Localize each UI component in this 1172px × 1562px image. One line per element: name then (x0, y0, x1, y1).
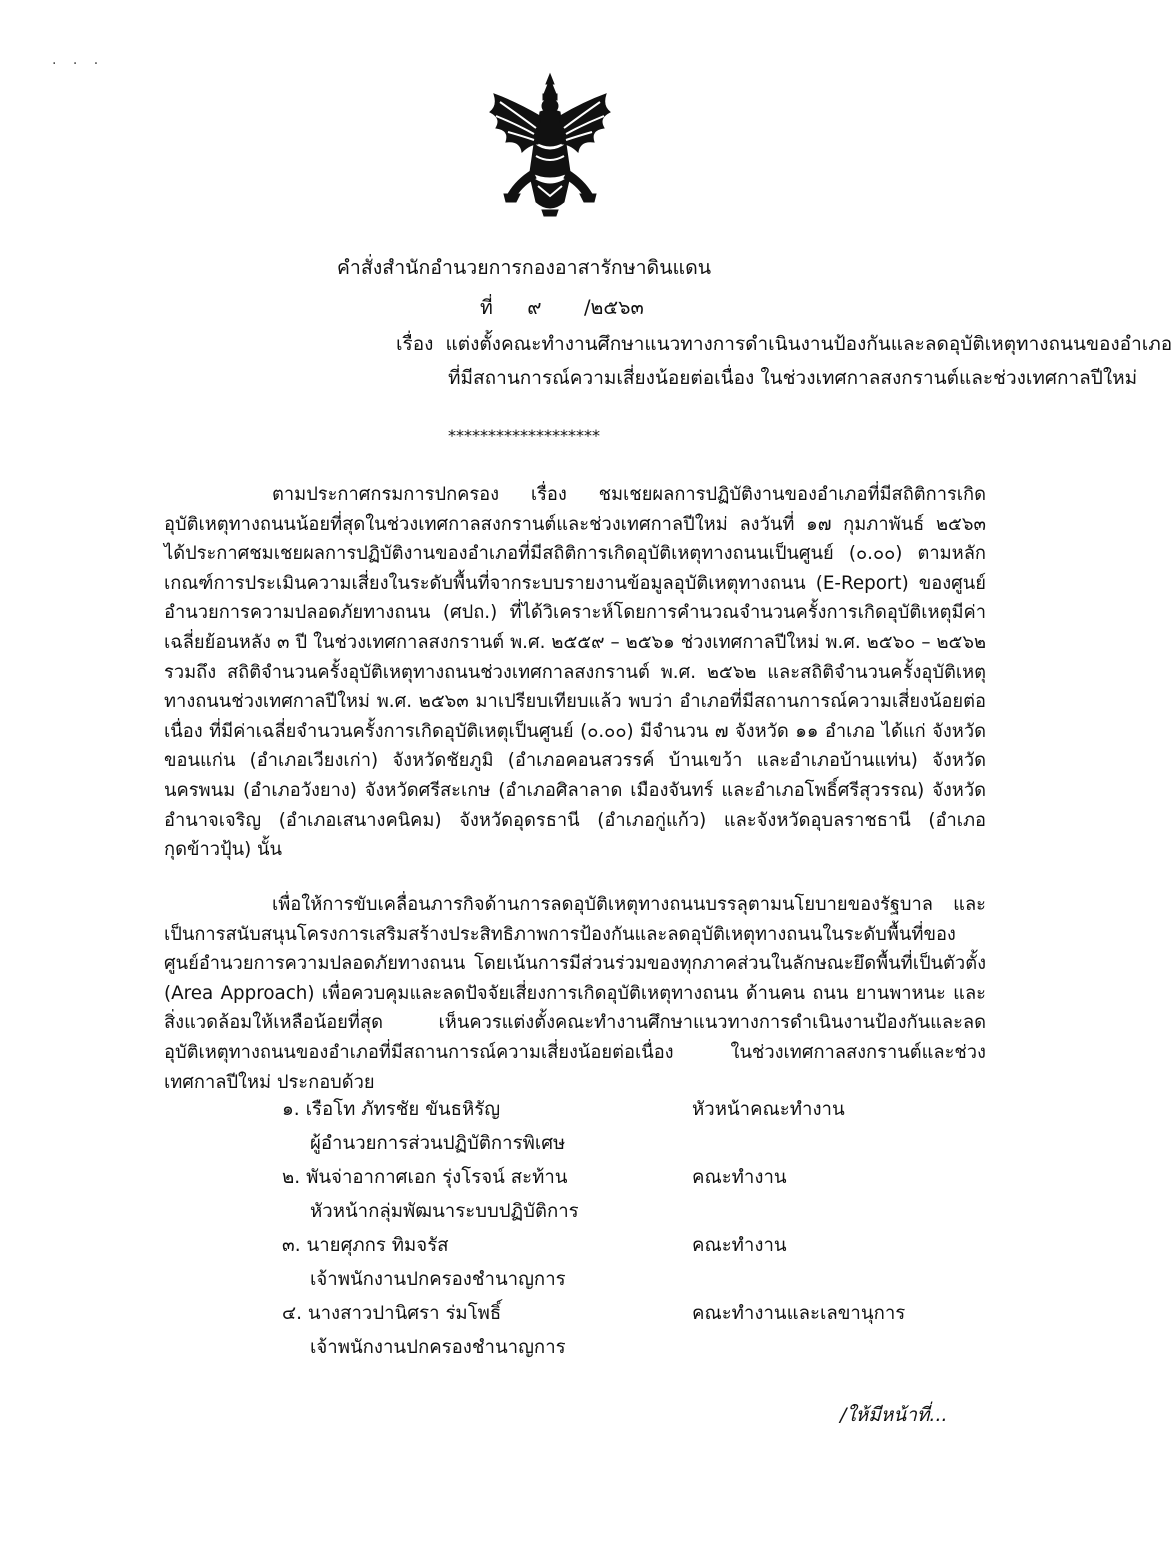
continuation-note: /ให้มีหน้าที่... (840, 1404, 948, 1426)
order-year: /๒๕๖๓ (583, 296, 644, 319)
subject-line-1 (396, 330, 1172, 358)
paragraph-2-text: เพื่อให้การขับเคลื่อนภารกิจด้านการลดอุบัติเหตุทางถนนบรรลุตามนโยบายของรัฐบาล และเป็นการสนับสนุนโครงการเสริมสร้างประสิทธิภาพการป้องกันและลดอุบัติเหตุทางถนนในระดับพื้นที่ของศูนย์อำนวยการความปลอดภัยทางถนน โดยเน้นการมีส่วนร่วมของทุกภาคส่วนในลักษณะยึดพื้นที่เป็นตัวตั้ง (Area Approach) เพื่อควบคุมและลดปัจจัยเสี่ยงการเกิดอุบัติเหตุทางถนน ด้านคน ถนน ยานพาหนะ และสิ่งแวดล้อมให้เหลือน้อยที่สุด เห็นควรแต่งตั้งคณะทำงานศึกษาแนวทางการดำเนินงานป้องกันและลดอุบัติเหตุทางถนนของอำเภอที่มีสถานการณ์ความเสี่ยงน้อยต่อเนื่อง ในช่วงเทศกาลสงกรานต์และช่วงเทศกาลปีใหม่ ประกอบด้วย (164, 894, 986, 1093)
subject-label: เรื่อง (396, 333, 434, 355)
order-number-prefix: ที่ (480, 296, 493, 319)
member-2-role: คณะทำงาน (692, 1167, 787, 1188)
subject-text-2: ที่มีสถานการณ์ความเสี่ยงน้อยต่อเนื่อง ในช่วงเทศกาลสงกรานต์และช่วงเทศกาลปีใหม่ (448, 367, 1138, 389)
member-4-name: ๔. นางสาวปานิศรา ร่มโพธิ์ (282, 1303, 502, 1324)
member-4-role: คณะทำงานและเลขานุการ (692, 1303, 906, 1324)
member-1-role: หัวหน้าคณะทำงาน (692, 1099, 845, 1120)
scan-specks: · · · (52, 56, 105, 72)
body-paragraph-1 (164, 480, 986, 865)
member-3-role: คณะทำงาน (692, 1235, 787, 1256)
paragraph-1-text: ตามประกาศกรมการปกครอง เรื่อง ชมเชยผลการปฏิบัติงานของอำเภอที่มีสถิติการเกิดอุบัติเหตุทางถนนน้อยที่สุดในช่วงเทศกาลสงกรานต์และช่วงเทศกาลปีใหม่ ลงวันที่ ๑๗ กุมภาพันธ์ ๒๕๖๓ ได้ประกาศชมเชยผลการปฏิบัติงานของอำเภอที่มีสถิติการเกิดอุบัติเหตุทางถนนเป็นศูนย์ (๐.๐๐) ตามหลักเกณฑ์การประเมินความเสี่ยงในระดับพื้นที่จากระบบรายงานข้อมูลอุบัติเหตุทางถนน (E-Report) ของศูนย์อำนวยการความปลอดภัยทางถนน (ศปถ.) ที่ได้วิเคราะห์โดยการคำนวณจำนวนครั้งการเกิดอุบัติเหตุมีค่าเฉลี่ยย้อนหลัง ๓ ปี ในช่วงเทศกาลสงกรานต์ พ.ศ. ๒๕๕๙ – ๒๕๖๑ ช่วงเทศกาลปีใหม่ พ.ศ. ๒๕๖๐ – ๒๕๖๒ รวมถึง สถิติจำนวนครั้งอุบัติเหตุทางถนนช่วงเทศกาลสงกรานต์ พ.ศ. ๒๕๖๒ และสถิติจำนวนครั้งอุบัติเหตุทางถนนช่วงเทศกาลปีใหม่ พ.ศ. ๒๕๖๓ มาเปรียบเทียบแล้ว พบว่า อำเภอที่มีสถานการณ์ความเสี่ยงน้อยต่อเนื่อง ที่มีค่าเฉลี่ยจำนวนครั้งการเกิดอุบัติเหตุเป็นศูนย์ (๐.๐๐) มีจำนวน ๗ จังหวัด ๑๑ อำเภอ ได้แก่ จังหวัดขอนแก่น (อำเภอเวียงเก่า) จังหวัดชัยภูมิ (อำเภอคอนสวรรค์ บ้านเขว้า และอำเภอบ้านแท่น) จังหวัดนครพนม (อำเภอวังยาง) จังหวัดศรีสะเกษ (อำเภอศิลาลาด เมืองจันทร์ และอำเภอโพธิ์ศรีสุวรรณ) จังหวัดอำนาจเจริญ (อำเภอเสนางคนิคม) จังหวัดอุดรธานี (อำเภอกู่แก้ว) และจังหวัดอุบลราชธานี (อำเภอกุดข้าวปุ้น) นั้น (164, 484, 986, 861)
separator: ******************* (448, 426, 600, 445)
member-1-name: ๑. เรือโท ภัทรชัย ขันธหิรัญ (282, 1099, 501, 1120)
order-title: คำสั่งสำนักอำนวยการกองอาสารักษาดินแดน (336, 256, 712, 279)
subject-text-1: แต่งตั้งคณะทำงานศึกษาแนวทางการดำเนินงานป้องกันและลดอุบัติเหตุทางถนนของอำเภอ (445, 333, 1172, 355)
member-3-name: ๓. นายศุภกร ทิมจรัส (282, 1235, 449, 1256)
garuda-emblem-icon (486, 72, 614, 218)
member-2-name: ๒. พันจ่าอากาศเอก รุ่งโรจน์ สะท้าน (282, 1167, 568, 1188)
member-3-position: เจ้าพนักงานปกครองชำนาญการ (310, 1269, 566, 1290)
member-2-position: หัวหน้ากลุ่มพัฒนาระบบปฏิบัติการ (310, 1201, 579, 1222)
order-number-line (480, 294, 644, 322)
body-paragraph-2 (164, 890, 986, 1097)
member-1-position: ผู้อำนวยการส่วนปฏิบัติการพิเศษ (310, 1133, 566, 1154)
order-number: ๙ (527, 296, 542, 319)
member-4-position: เจ้าพนักงานปกครองชำนาญการ (310, 1337, 566, 1358)
